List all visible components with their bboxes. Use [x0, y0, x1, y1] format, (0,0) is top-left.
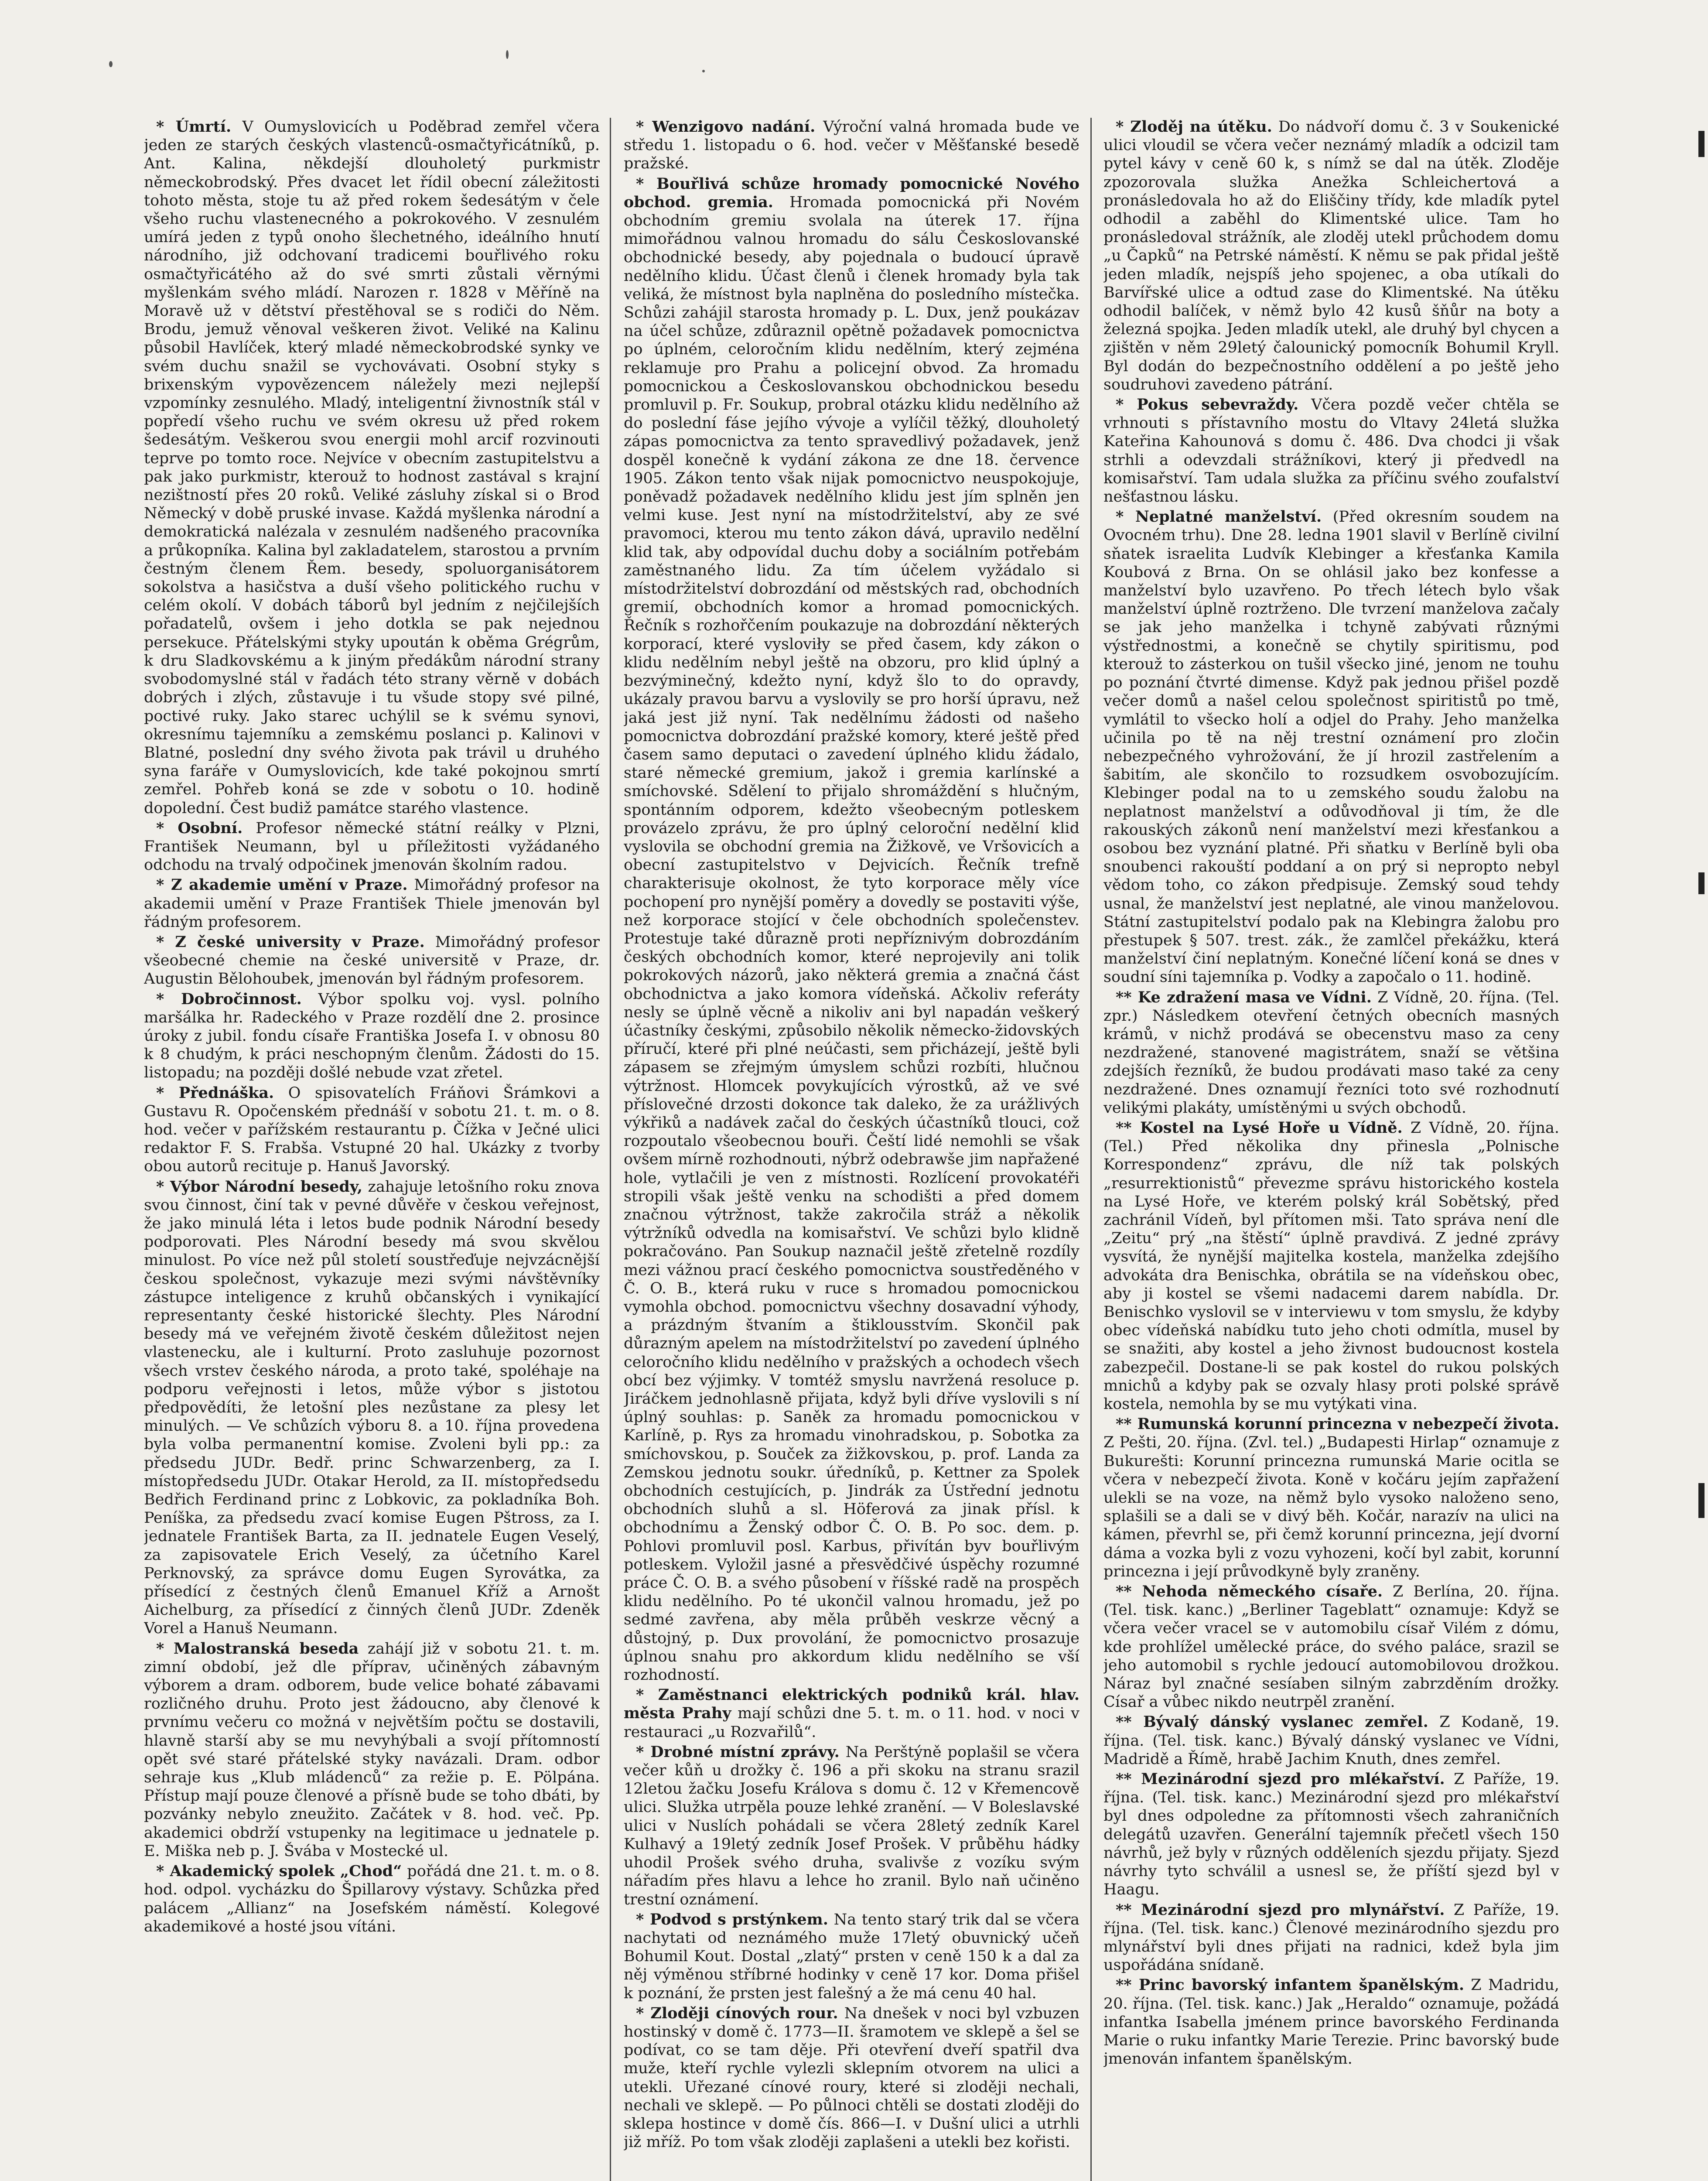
news-article: [144, 933, 600, 988]
news-article: [144, 990, 600, 1082]
scan-edge-mark: [1698, 1483, 1705, 1518]
article-body: Výbor spolku voj. vysl. polního maršálka hr. Radeckého v Praze rozdělí dne 2. prosince úroky z jubil. fondu císaře Františka Josefa I. v obnosu 80 k 8 chudým, k práci neschopným členům. Žádosti do 15. listopadu; na později došlé nebude vzat zřetel.: [144, 990, 600, 1082]
scan-speck: [702, 70, 705, 72]
article-heading: ** Princ bavorský infantem španělským.: [1116, 1976, 1465, 1994]
article-heading: * Wenzigovo nadání.: [636, 118, 816, 136]
column-2: [624, 118, 1079, 2181]
article-body: Z Kodaně, 19. října. (Tel. tisk. kanc.) Bývalý dánský vyslanec ve Vídni, Madridě a Římě, hrabě Jachim Knuth, dnes zemřel.: [1103, 1713, 1559, 1768]
article-heading: * Bouřlivá schůze hromady pomocnické Nového obchod. gremia.: [624, 174, 1079, 211]
news-article: [1103, 508, 1559, 986]
news-article: [144, 819, 600, 875]
article-heading: * Úmrtí.: [156, 118, 232, 136]
article-body: Z Madridu, 20. října. (Tel. tisk. kanc.) Jak „Heraldo“ oznamuje, požádá infantka Isabella jménem prince bavorského Ferdinanda Marie o ruku infantky Marie Terezie. Princ bavorský bude jmenován infantem španělským.: [1103, 1976, 1559, 2068]
scan-speck: [109, 61, 113, 67]
article-body: Z Paříže, 19. října. (Tel. tisk. kanc.) Členové mezinárodního sjezdu pro mlynářství byli dnes přijati na radnici, kdež byla jim uspořádána snídaně.: [1103, 1901, 1559, 1974]
article-heading: * Podvod s prstýnkem.: [636, 1910, 828, 1928]
article-body: Mimořádný profesor na akademii umění v Praze František Thiele jmenován byl řádným profesorem.: [144, 876, 600, 931]
news-article: [144, 118, 600, 817]
news-article: [624, 2004, 1079, 2152]
article-heading: * Zaměstnanci elektrických podniků král. hlav. města Prahy: [624, 1686, 1079, 1723]
news-article: [1103, 1713, 1559, 1768]
article-heading: ** Kostel na Lysé Hoře u Vídně.: [1116, 1118, 1403, 1137]
column-rule: [610, 118, 611, 2181]
article-body: Z Vídně, 20. října. (Tel. zpr.) Následkem otevření četných obecních masných krámů, v nichž prodává se obecenstvu maso za ceny nezdražené, stanovené magistrátem, snaží se většina zdejších řezníků, že budou prodávati maso také za ceny nezdražené. Dnes oznamují řezníci toto své rozhodnutí velikými plakáty, umístěnými u svých obchodů.: [1103, 988, 1559, 1117]
article-body: Na dnešek v noci byl vzbuzen hostinský v domě č. 1773—II. šramotem ve sklepě a šel se podívat, co se tam děje. Při otevření dveří spatřil dva muže, kteří rychle vylezli sklepním otvorem na ulici a utekli. Uřezané cínové roury, které si zloději nechali, nechali ve sklepě. — Po půlnoci chtěli se dostati zloději do sklepa hostince v domě čís. 866—I. v Dušní ulici a utrhli již mříž. Po tom však zloději zaplašeni a utekli bez kořisti.: [624, 2004, 1079, 2151]
news-article: [1103, 396, 1559, 506]
column-rule: [1090, 118, 1092, 2181]
article-heading: ** Bývalý dánský vyslanec zemřel.: [1116, 1713, 1428, 1731]
article-body: O spisovatelích Fráňovi Šrámkovi a Gustavu R. Opočenském přednáší v sobotu 21. t. m. o 8. hod. večer v pařížském restaurantu p. Čížka v Ječné ulici redaktor F. S. Frabša. Vstupné 20 hal. Ukázky z tvorby obou autorů recituje p. Hanuš Javorský.: [144, 1084, 600, 1176]
article-heading: * Dobročinnost.: [156, 990, 302, 1008]
article-heading: * Akademický spolek „Chod“: [156, 1862, 402, 1880]
article-body: Z Paříže, 19. října. (Tel. tisk. kanc.) Mezinárodní sjezd pro mlékařství byl dnes odpoledne za přítomnosti všech zahraničních delegátů uzavřen. Generální tajemník přečetl všech 150 návrhů, jež byly v různých odděleních sjezdu přijaty. Sjezd návrhy tyto schválil a usnesl se, že příští sjezd byl v Haagu.: [1103, 1771, 1559, 1899]
article-body: zahajuje letošního roku znova svou činnost, činí tak v pevné důvěře v českou veřejnost, že jako minulá léta i letos bude podnik Národní besedy podporovati. Ples Národní besedy má svou skvělou minulost. Po více než půl století soustřeďuje nejvzácnější českou společnost, vykazuje mezi svými návštěvníky zástupce inteligence z kruhů občanských i vynikající representanty české historické šlechty. Ples Národní besedy má ve veřejném životě českém důležitost nejen vlastenecku, ale i kulturní. Proto zasluhuje pozornost všech vrstev českého národa, a proto také, spoléhaje na podporu veřejnosti i letos, může výbor s jistotou předpovědíti, že letošní ples nezůstane za plesy let minulých. — Ve schůzích výboru 8. a 10. října provedena byla volba permanentní komise. Zvoleni byli pp.: za předsedu JUDr. Bedř. princ Schwarzenberg, za I. místopředsedu JUDr. Otakar Herold, za II. místopředsedu Bedřich Ferdinand princ z Lobkovic, za pokladníka Boh. Peníška, za předsedu zvací komise Eugen Pštross, za I. jednatele František Barta, za II. jednatele Eugen Veselý, za zapisovatele Erich Veselý, za účetního Karel Perknovský, za správce domu Eugen Syrovátka, za přísedící z čestných členů Emanuel Kříž a Arnošt Aichelburg, za přísedící z činných členů JUDr. Zdeněk Vorel a Hanuš Neumann.: [144, 1178, 600, 1637]
news-article: [1103, 1901, 1559, 1975]
article-heading: ** Ke zdražení masa ve Vídni.: [1116, 988, 1372, 1006]
article-body: Mimořádný profesor všeobecné chemie na české universitě v Praze, dr. Augustin Bělohoubek, jmenován byl řádným profesorem.: [144, 933, 600, 988]
article-heading: ** Rumunská korunní princezna v nebezpečí života.: [1116, 1415, 1559, 1433]
news-article: [144, 1178, 600, 1638]
article-heading: * Zloději cínových rour.: [636, 2004, 838, 2022]
article-body: V Oumyslovicích u Poděbrad zemřel včera jeden ze starých českých vlastenců-osmačtyřicátníků, p. Ant. Kalina, někdejší dlouholetý purkmistr německobrodský. Přes dvacet let řídil obecní záležitosti tohoto města, stoje tu až před rokem šedesátým v čele všeho ruchu vlastenecného a pokrokového. V zesnulém umírá jeden z typů onoho šlechetného, ideálního hnutí národního, již odchovaní tradicemi bouřlivého roku osmačtyřicátého až do své smrti zůstali věrnými myšlenkám svého mládí. Narozen r. 1828 v Měříně na Moravě už v dětství přestěhoval se s rodiči do Něm. Brodu, jemuž věnoval veškeren život. Veliké na Kalinu působil Havlíček, který mladé německobrodské synky ve svém duchu snažil se vychovávati. Osobní styky s brixenským vypovězencem náležely mezi nejlepší vzpomínky zesnulého. Mladý, inteligentní živnostník stál v popředí všeho ruchu ve svém okresu už před rokem šedesátým. Veškerou svou energii mohl arcif rozvinouti teprve po tomto roce. Nejvíce v obecním zastupitelstvu a pak jako purkmistr, kterouž to hodnost zastával s krajní nezištností přes 20 roků. Veliké zásluhy získal si o Brod Německý v době pruské invase. Každá myšlenka národní a demokratická nalézala v zesnulém nadšeného pracovníka a průkopníka. Kalina byl zakladatelem, starostou a prvním čestným členem Řem. besedy, spoluorganisátorem sokolstva a hasičstva a duší všeho politického ruchu v celém okolí. V dobách táborů byl jedním z nejčilejších pořadatelů, ovšem i jeho dotkla se pak nejednou persekuce. Přátelskými styky upoután k oběma Grégrům, k dru Sladkovskému a k jiným předákům národní strany svobodomyslné stál v řadách této strany věrně v dobách dobrých i zlých, zůstavuje i tu všude stopy své pilné, poctivé ruky. Jako starec uchýlil se k svému synovi, okresnímu tajemníku a zemskému poslanci p. Kalinovi v Blatné, poslední dny svého života pak trávil u druhého syna faráře v Oumyslovicích, kde také pokojnou smrtí zemřel. Pohřeb koná se zde v sobotu o 10. hodině dopolední. Čest budiž památce starého vlastence.: [144, 118, 600, 817]
news-article: [624, 1743, 1079, 1909]
article-body: Na Perštýně poplašil se včera večer kůň u drožky č. 196 a při skoku na stranu srazil 12letou žačku Josefu Králova s domu č. 12 v Křemencově ulici. Služka utrpěla pouze lehké zranění. — V Boleslavské ulici v Nuslích pohádali se včera 28letý zedník Karel Kulhavý a 19letý zedník Josef Prošek. V průběhu hádky uhodil Prošek svého druha, svalivše z vozíku svým nářadím přes hlavu a lehce ho zranil. Bylo naň učiněno trestní oznámení.: [624, 1743, 1079, 1908]
article-body: Profesor německé státní reálky v Plzni, František Neumann, byl u příležitosti vyžádaného odchodu na trvalý odpočinek jmenován školním radou.: [144, 819, 600, 874]
article-body: pořádá dne 21. t. m. o 8. hod. odpol. vycházku do Špillarovy výstavy. Schůzka před palácem „Allianz“ na Josefském náměstí. Kolegové akademikové a hosté jsou vítáni.: [144, 1863, 600, 1935]
scan-edge-mark: [1698, 872, 1705, 894]
news-article: [144, 1862, 600, 1936]
column-3: [1103, 118, 1559, 2181]
news-article: [144, 1640, 600, 1860]
article-heading: * Pokus sebevraždy.: [1116, 396, 1299, 414]
article-body: Výroční valná hromada bude ve středu 1. listopadu o 6. hod. večer v Měšťanské besedě pražské.: [624, 118, 1079, 173]
news-article: [144, 1084, 600, 1176]
scan-edge-mark: [1698, 131, 1705, 157]
article-heading: * Výbor Národní besedy,: [156, 1177, 363, 1196]
news-article: [624, 118, 1079, 173]
article-heading: * Drobné místní zprávy.: [636, 1743, 840, 1761]
news-article: [1103, 118, 1559, 394]
article-body: Na tento starý trik dal se včera nachytati od neznámého muže 17letý obuvnický učeň Bohumil Kout. Dostal „zlatý“ prsten v ceně 150 k a dal za něj výměnou stříbrné hodinky v ceně 17 kor. Doma přišel k poznání, že prsten jest falešný a že má cenu 40 hal.: [624, 1911, 1079, 2002]
news-article: [624, 1911, 1079, 2003]
article-body: Do nádvoří domu č. 3 v Soukenické ulici vloudil se včera večer neznámý mladík a odcizil tam pytel kávy v ceně 60 k, s nímž se dal na útěk. Zloděje zpozorovala služka Anežka Schleichertová a pronásledovala ho až do Eliščiny třídy, kde mladík pytel odhodil a zaběhl do Klimentské ulice. Tam ho pronásledoval strážník, ale zloděj utekl průchodem domu „u Čapků“ na Petrské náměstí. K němu se pak přidal ještě jeden mladík, nejspíš jeho spojenec, a oba utíkali do Barvířské ulice a odtud zase do Klimentské. Na útěku odhodil balíček, v němž bylo 42 kusů šňůr na boty a železná spojka. Jeden mladík utekl, ale druhý byl chycen a zjištěn v něm 29letý čalounický pomocník Bohumil Kryll. Byl dodán do bezpečnostního oddělení a po ještě jeho soudruhovi zavedeno pátrání.: [1103, 118, 1559, 393]
article-body: mají schůzi dne 5. t. m. o 11. hod. v noci v restauraci „u Rozvařilů“.: [624, 1705, 1079, 1741]
news-article: [1103, 1583, 1559, 1711]
article-body: Z Vídně, 20. října. (Tel.) Před několika dny přinesla „Polnische Korrespondenz“ zprávu, dle níž tak polských „resurrektionistů“ převezme správu historického kostela na Lysé Hoře, ve kterém polský král Sobětský, před zachránil Vídeň, byl přítomen mši. Tato správa není dle „Zeitu“ prý „na štěstí“ úplně pravdivá. Z jedné zprávy vysvítá, že nynější majitelka kostela, manželka zdejšího advokáta dra Benischka, obrátila se na vídeňskou obec, aby ji kostel se všemi nadacemi darem nabídla. Dr. Benischko vyslovil se v interviewu v tom smyslu, že kdyby obec vídeňská nabídku tuto jeho choti odmítla, musel by se snažiti, aby kostel a jeho živnost budoucnost kostela zabezpečil. Dostane-li se pak kostel do rukou polských mnichů a kdyby pak se ozvaly hlasy proti polské správě kostela, nemohla by se mu vytýkati vina.: [1103, 1119, 1559, 1413]
article-heading: * Přednáška.: [156, 1084, 274, 1102]
column-1: [144, 118, 600, 2181]
news-article: [144, 876, 600, 931]
news-article: [624, 1686, 1079, 1741]
scan-speck: [506, 50, 509, 59]
article-heading: * Zloděj na útěku.: [1116, 118, 1272, 136]
article-heading: * Malostranská beseda: [156, 1639, 359, 1658]
article-body: Hromada pomocnická při Novém obchodním gremiu svolala na úterek 17. října mimořádnou valnou hromadu do sálu Českoslovanské obchodnické besedy, aby pojednala o budoucí úpravě nedělního klidu. Účast členů i členek hromady byla tak veliká, že místnost byla naplněna do posledního místečka. Schůzi zahájil starosta hromady p. L. Dux, jenž poukázav na účel schůze, zdůraznil opětně požadavek pomocnictva po úplném, celoročním klidu nedělním, který zejména reklamuje pro Prahu a policejní obvod. Za hromadu pomocnickou a Českoslovanskou obchodnickou besedu promluvil p. Fr. Soukup, probral otázku klidu nedělního až do poslední fáse jejího vývoje a vylíčil těžký, dlouholetý zápas pomocnictva za tento spravedlivý požadavek, jenž dospěl konečně k vydání zákona ze dne 18. července 1905. Zákon tento však nijak pomocnictvo neuspokojuje, poněvadž požadavek nedělního klidu jest jím splněn jen velmi kuse. Jest nyní na místodržitelství, aby ze své pravomoci, kterou mu tento zákon dává, upravilo nedělní klid tak, aby odpovídal duchu doby a sociálním potřebám zaměstnaného lidu. Za tím účelem vyžádalo si místodržitelství dobrozdání od městských rad, obchodních gremií, obchodních komor a hromad pomocnických. Řečník s rozhořčením poukazuje na dobrozdání některých korporací, které vysloviły se před časem, kdy zákon o klidu nedělním nebyl ještě na obzoru, pro klid úplný a bezvýminečný, kdežto nyní, když šlo to do opravdy, ukázaly pravou barvu a vyslovily se pro horší úpravu, než jaká jest již nyní. Tak nedělnímu žádosti od našeho pomocnictva dobrozdání pražské komory, které ještě před časem samo deputaci o zavedení úplného klidu žádalo, staré německé gremium, jakož i gremia karlínské a smíchovské. Sdělení to přijalo shromáždění s hlučným, spontánním odporem, kdežto všeobecným potleskem provázelo zprávu, že pro úplný celoroční nedělní klid vyslovila se obchodní gremia na Žižkově, ve Vršovicích a obecní zastupitelstvo v Dejvicích. Řečník trefně charakterisuje okolnost, že tyto korporace měly více pochopení pro nynější poměry a dovedly se postaviti výše, než korporace stojící v čele obchodních společenstev. Protestuje také důrazně proti nepříznivým dobrozdáním českých obchodních komor, které neprojevily ani tolik pokrokových názorů, jako některá gremia a značná část obchodnictva a jako komora vídeňská. Ačkoliv referáty nesly se úplně věcně a nikoliv ani byl napadán veškerý účastníky českými, způsobilo několik německo-židovských příručí, které při plné neúčasti, sem přicházejí, ještě byli zápasem se zřejmým úmyslem schůzi rozbíti, hlučnou výtržnost. Hlomcek povykujících výrostků, až ve své příslovečné drzosti dokonce tak daleko, že za urážlivých výkřiků a nadávek začal do českých účastníků tlouci, což rozpoutalo všeobecnou bouři. Čeští lidé nemohli se však ovšem mírně rozhodnouti, nýbrž odebrawše jim napřažené hole, vytlačili je ven z místnosti. Rozlícení provokatéři stropili však ještě venku na schodišti a před domem značnou výtržnost, takže zakročila stráž a několik výtržníků odvedla na komisařství. Ve schůzi bylo klidně pokračováno. Pan Soukup naznačil ještě zřetelně rozdíly mezi vážnou prací českého pomocnictva soustředěného v Č. O. B., která ruku v ruce s hromadou pomocnickou vymohla obchod. pomocnictvu všechny dosavadní výhody, a prázdným štvaním a štiklousstvím. Skončil pak důrazným apelem na místodržitelství po zavedení úplného celoročního klidu nedělního v pražských a ochodech všech obcí bez výjimky. V tomtéž smyslu navržená resoluce p. Jiráčkem jednohlasně přijata, když byli dříve vyslovili s ní úplný souhlas: p. Saněk za hromadu pomocnickou v Karlíně, p. Rys za hromadu vinohradskou, p. Sobotka za smíchovskou, p. Souček za žižkovskou, p. prof. Landa za Zemskou jednotu soukr. úředníků, p. Kettner za Spolek obchodních cestujících, p. Jindrák za Ústřední jednotu obchodních sluhů a sl. Höferová za jinak přísl. k obchodnímu a Ženský odbor Č. O. B. Po soc. dem. p. Pohlovi promluvil posl. Karbus, přivítán byv bouřlivým potleskem. Vyložil jasné a přesvědčivé úspěchy rozumné práce Č. O. B. a svého působení v říšské radě na prospěch klidu nedělního. Po té ukončil valnou hromadu, jež po sedmé zavřena, aby měla průběh veskrze věcný a důstojný, p. Dux provolání, že pomocnictvo prosazuje úplnou snahu pro akkordum klidu nedělního se vší rozhodností.: [624, 193, 1079, 1684]
article-heading: * Osobní.: [156, 819, 243, 837]
article-heading: * Z akademie umění v Praze.: [156, 876, 408, 894]
news-article: [624, 175, 1079, 1685]
article-body: Z Pešti, 20. října. (Zvl. tel.) „Budapesti Hirlap“ oznamuje z Bukurešti: Korunní princezna rumunská Marie ocitla se včera v nebezpečí života. Koně v kočáru jejím zapřažení ulekli se na voze, na němž bylo vysoko naloženo seno, splašili se a dali se v divý běh. Kočár, narazív na ulici na kámen, převrhl se, při čemž korunní princezna, její dvorní dáma a vozka byli z vozu vyhozeni, kočí byl zabit, korunní princezna i její průvodkyně byly zraněny.: [1103, 1434, 1559, 1580]
article-body: Včera pozdě večer chtěla se vrhnouti s přístavního mostu do Vltavy 24letá služka Kateřina Kahounová s domu č. 486. Dva chodci ji však strhli a odevzdali strážníkovi, který ji předvedl na komisařství. Tam udala služka za příčinu svého zoufalství nešťastnou lásku.: [1103, 396, 1559, 506]
news-article: [1103, 1770, 1559, 1899]
news-article: [1103, 988, 1559, 1117]
news-article: [1103, 1976, 1559, 2068]
article-heading: * Neplatné manželství.: [1116, 508, 1322, 526]
article-heading: ** Mezinárodní sjezd pro mlékařství.: [1116, 1770, 1445, 1788]
article-heading: ** Nehoda německého císaře.: [1116, 1583, 1383, 1601]
article-body: (Před okresním soudem na Ovocném trhu). Dne 28. ledna 1901 slavil v Berlíně civilní sňatek israelita Ludvík Klebinger a křesťanka Kamila Koubová z Brna. On se ohlásil jako bez konfesse a manželství bylo uzavřeno. Po třech létech bylo však manželství úplně roztrženo. Dle tvrzení manželova začaly se jak jeho manželka i tchyně zabývati různými výstřednostmi, a konečně se chytily spiritismu, pod kterouž to zásterkou on tušil všecko jiné, jenom ne touhu po poznání čtvrté dimense. Když pak jednou přišel pozdě večer domů a našel celou společnost spiritistů po tmě, vymlátil to všecko holí a odjel do Prahy. Jeho manželka učinila po tě na něj trestní oznámení pro zločin nebezpečného vyhrožování, že jí hrozil zastřelením a šabitím, ale skončilo to rozsudkem osvobozujícím. Klebinger podal na to u zemského soudu žalobu na neplatnost manželství a odůvodňoval ji tím, že dle rakouských zákonů není manželství mezi křesťankou a osobou bez vyznání platné. Při sňatku v Berlíně byli oba snoubenci rakouští poddaní a on prý si nepropto nebyl vědom toho, co zákon předpisuje. Zemský soud tehdy usnal, že manželství jest neplatné, ale vinou manželovou. Státní zastupitelství podalo pak na Klebingra žalobu pro přestupek § 507. trest. zák., že zamlčel překážku, která manželství činí neplatným. Konečné líčení koná se dnes v soudní síni tajemníka p. Vodky a započalo o 11. hodině.: [1103, 508, 1559, 986]
article-heading: * Z české university v Praze.: [156, 933, 425, 951]
news-article: [1103, 1119, 1559, 1413]
news-article: [1103, 1415, 1559, 1581]
article-heading: ** Mezinárodní sjezd pro mlynářství.: [1116, 1901, 1445, 1919]
article-body: zahájí již v sobotu 21. t. m. zimní období, jež dle příprav, učiněných zábavným výborem a dram. odborem, bude velice bohaté zábavami rozličného druhu. Proto jest žádoucno, aby členové k prvnímu večeru co možná v největším počtu se dostavili, hlavně starší aby se mu nevyhýbali a svojí přítomností opět své staré přátelské styky navázali. Dram. odbor sehraje kus „Klub mládenců“ za režie p. E. Pölpána. Přístup mají pouze členové a přísně bude se toho dbáti, by pozvánky nebylo zneužito. Začátek v 8. hod. več. Pp. akademici obdrží vstupenky na legitimace u jednatele p. E. Miška neb p. J. Švába v Mostecké ul.: [144, 1640, 600, 1860]
newspaper-page: [144, 118, 1561, 2181]
article-body: Z Berlína, 20. října. (Tel. tisk. kanc.) „Berliner Tageblatt“ oznamuje: Když se včera večer vracel se v automobilu císař Vilém z dómu, kde prohlížel umělecké práce, do svého paláce, srazil se jeho automobil s rychle jedoucí automobilovou drožkou. Náraz byl značné sesíaben silným zabrzděním drožky. Císař a vůbec nikdo neutrpěl zranění.: [1103, 1583, 1559, 1711]
